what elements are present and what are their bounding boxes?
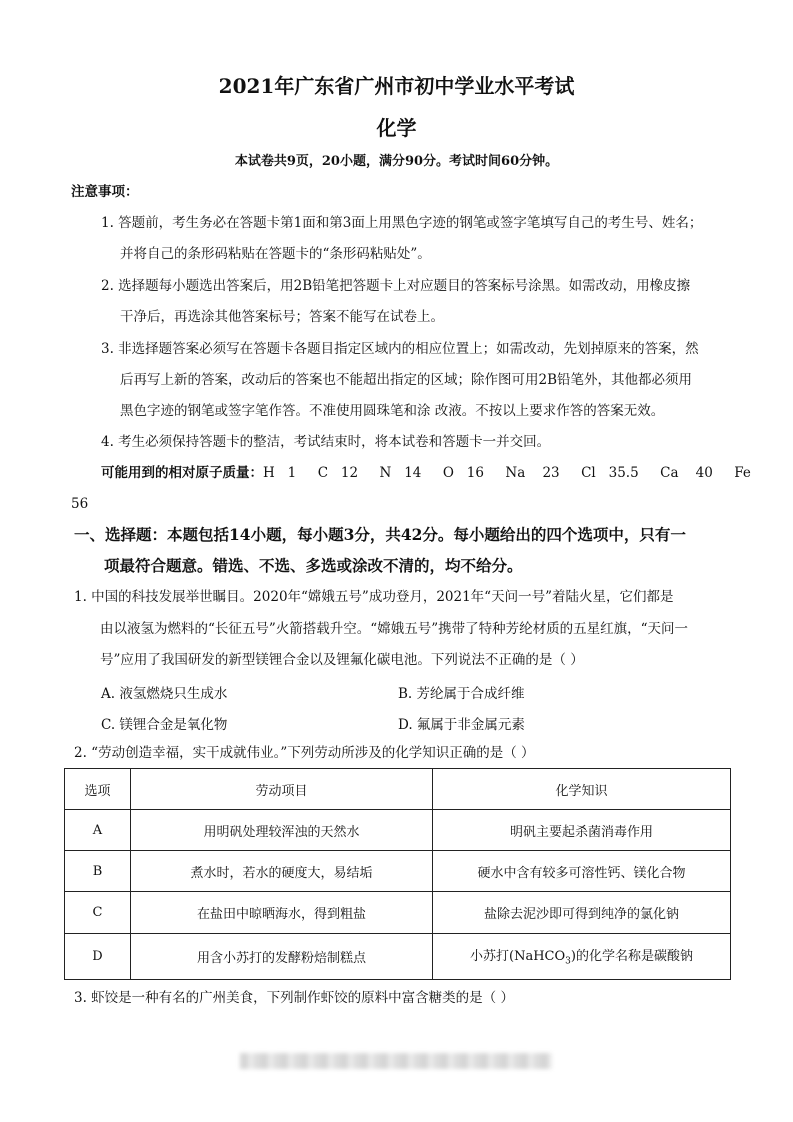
table-cell: 明矾主要起杀菌消毒作用 — [433, 810, 731, 851]
q1-option-d: D. 氟属于非金属元素 — [398, 717, 525, 733]
table-row — [65, 810, 731, 851]
table-cell: 用含小苏打的发酵粉焙制糕点 — [131, 933, 433, 980]
notice-line: 后再写上新的答案，改动后的答案也不能超出指定的区域；除作图可用2B铅笔外，其他都必须用 — [120, 372, 693, 388]
notice-line: 3. 非选择题答案必须写在答题卡各题目指定区域内的相应位置上；如需改动，先划掉原来的答案，然 — [101, 341, 699, 357]
table-cell: A — [65, 810, 131, 851]
table-cell: 硬水中含有较多可溶性钙、镁化合物 — [433, 851, 731, 892]
table-cell — [433, 933, 731, 980]
notice-line: 干净后，再选涂其他答案标号；答案不能写在试卷上。 — [120, 309, 444, 325]
notice-line: 黑色字迹的钢笔或签字笔作答。不准使用圆珠笔和涂 改液。不按以上要求作答的答案无效。 — [120, 403, 665, 419]
table-cell: D — [65, 933, 131, 980]
atomic-mass-values: H 1 C 12 N 14 O 16 Na 23 Cl 35.5 Ca 40 Fe — [263, 465, 751, 481]
formula-post: )的化学名称是碳酸钠 — [570, 949, 693, 965]
atomic-mass-label: 可能用到的相对原子质量： — [101, 465, 263, 481]
notice-line: 2. 选择题每小题选出答案后，用2B铅笔把答题卡上对应题目的答案标号涂黑。如需改动，用橡皮擦 — [101, 278, 691, 294]
blurred-footer-watermark — [240, 1053, 552, 1069]
q2-stem: 2. “劳动创造幸福，实干成就伟业。”下列劳动所涉及的化学知识正确的是（ ） — [74, 745, 535, 761]
q1-stem: 1. 中国的科技发展举世瞩目。2020年“嫦娥五号”成功登月，2021年“天问一号”着陆火星，它们都是 — [74, 589, 674, 605]
notice-heading: 注意事项： — [71, 184, 139, 200]
subject-title: 化学 — [376, 116, 417, 140]
table-header-row — [65, 769, 731, 810]
table-header: 劳动项目 — [131, 769, 433, 810]
table-cell: 用明矾处理较浑浊的天然水 — [131, 810, 433, 851]
notice-line: 4. 考生必须保持答题卡的整洁，考试结束时，将本试卷和答题卡一并交回。 — [101, 434, 551, 450]
atomic-mass-line — [101, 464, 751, 482]
table-row — [65, 933, 731, 980]
notice-line: 1. 答题前，考生务必在答题卡第1面和第3面上用黑色字迹的钢笔或签字笔填写自己的考生号、姓名； — [101, 215, 703, 231]
q2-table — [64, 768, 731, 980]
q3-stem: 3. 虾饺是一种有名的广州美食，下列制作虾饺的原料中富含糖类的是（ ） — [74, 990, 514, 1006]
section-heading: 一、选择题：本题包括14小题，每小题3分，共42分。每小题给出的四个选项中，只有一 — [74, 525, 686, 544]
table-header: 化学知识 — [433, 769, 731, 810]
atomic-mass-wrap: 56 — [71, 496, 89, 512]
notice-line: 并将自己的条形码粘贴在答题卡的“条形码粘贴处”。 — [120, 246, 431, 262]
table-cell: C — [65, 892, 131, 933]
q1-option-a: A. 液氢燃烧只生成水 — [101, 686, 228, 702]
table-header: 选项 — [65, 769, 131, 810]
exam-title: 2021年广东省广州市初中学业水平考试 — [218, 74, 575, 98]
table-row — [65, 892, 731, 933]
table-row — [65, 851, 731, 892]
table-cell: 在盐田中晾晒海水，得到粗盐 — [131, 892, 433, 933]
section-heading-cont: 项最符合题意。错选、不选、多选或涂改不清的，均不给分。 — [104, 556, 523, 575]
formula-pre: 小苏打(NaHCO — [470, 949, 566, 965]
q1-option-b: B. 芳纶属于合成纤维 — [398, 686, 525, 702]
q1-stem: 由以液氢为燃料的“长征五号”火箭搭载升空。“嫦娥五号”携带了特种芳纶材质的五星红旗，“天问一 — [100, 621, 689, 637]
q1-stem: 号”应用了我国研发的新型镁锂合金以及锂氟化碳电池。下列说法不正确的是（ ） — [100, 652, 584, 668]
table-cell: 煮水时，若水的硬度大，易结垢 — [131, 851, 433, 892]
q1-option-c: C. 镁锂合金是氧化物 — [101, 717, 228, 733]
exam-info: 本试卷共9页，20小题，满分90分。考试时间60分钟。 — [234, 154, 559, 169]
table-cell: B — [65, 851, 131, 892]
formula-subscript: 3 — [565, 957, 571, 968]
table-cell: 盐除去泥沙即可得到纯净的氯化钠 — [433, 892, 731, 933]
